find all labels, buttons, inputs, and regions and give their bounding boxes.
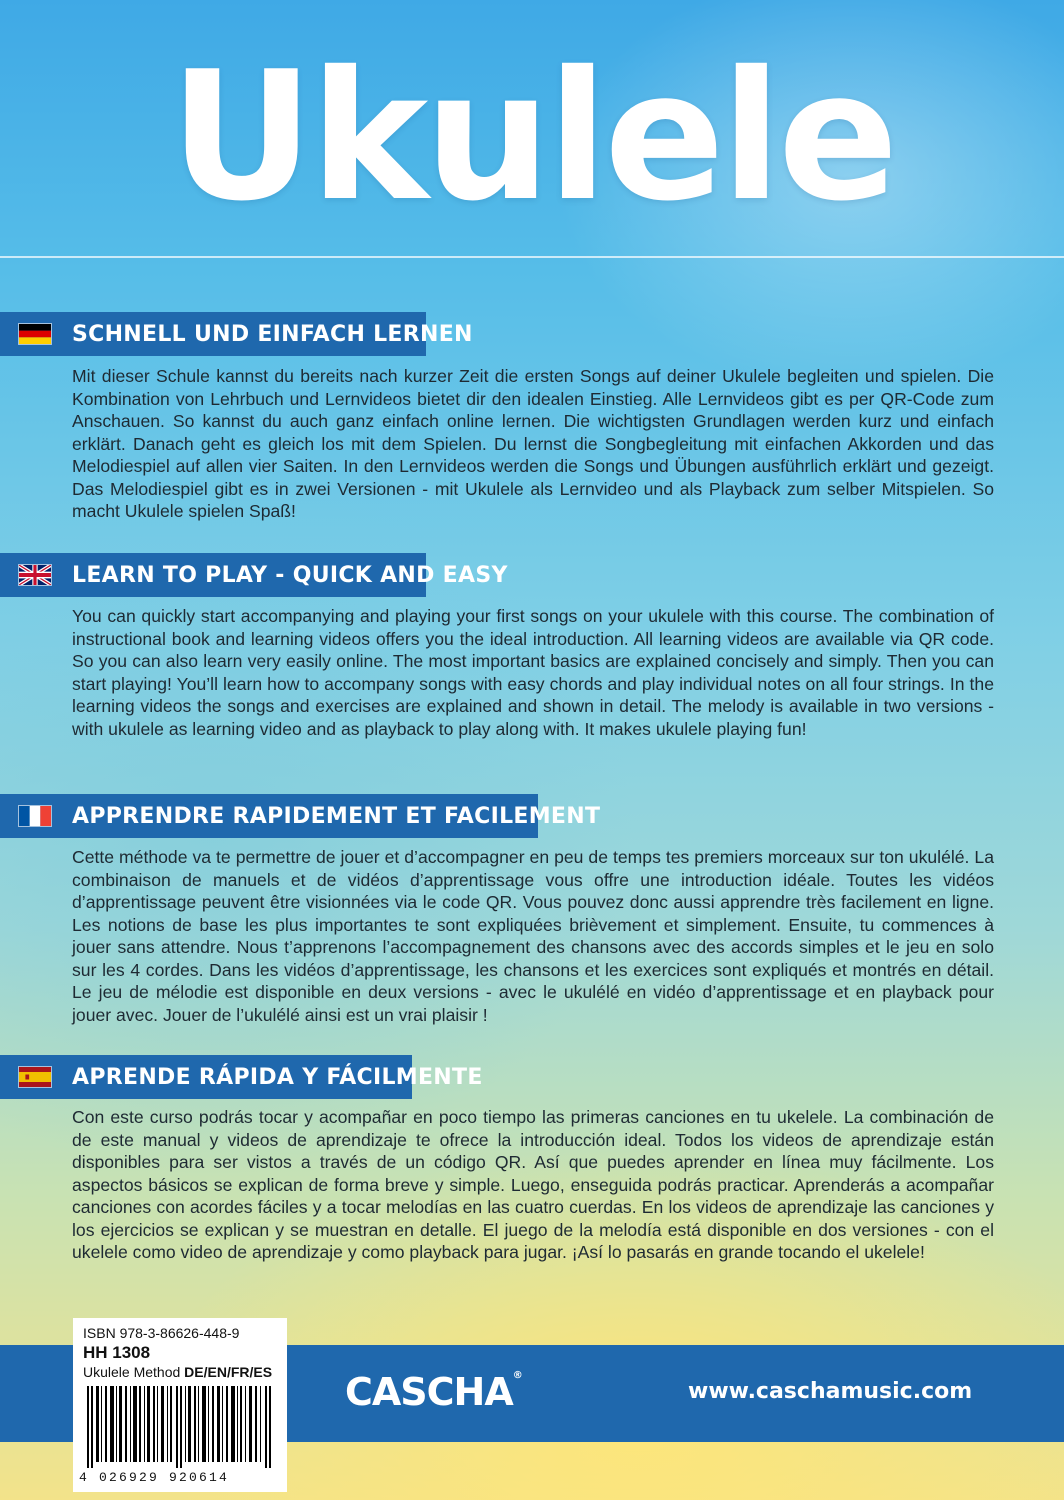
heading-es: APRENDE RÁPIDA Y FÁCILMENTE: [72, 1064, 483, 1090]
barcode-icon: [87, 1386, 273, 1468]
website-link[interactable]: www.caschamusic.com: [688, 1379, 973, 1404]
method-label: Ukulele Method: [83, 1364, 181, 1380]
title-divider: [0, 256, 1064, 258]
cascha-logo: [345, 1370, 523, 1414]
fr-flag-icon: [18, 805, 52, 827]
logo-registered-mark: ®: [512, 1370, 523, 1381]
heading-bar-en: [0, 553, 508, 597]
heading-en: LEARN TO PLAY - QUICK AND EASY: [72, 562, 508, 588]
barcode-label: [73, 1318, 287, 1492]
heading-bar-fr: [0, 794, 601, 838]
heading-bar-es: [0, 1055, 483, 1099]
heading-fr: APPRENDRE RAPIDEMENT ET FACILEMENT: [72, 803, 601, 829]
page-title: Ukulele: [169, 33, 895, 240]
paragraph-en: You can quickly start accompanying and playing your first songs on your ukulele with this course. The combination of instructional book and learning videos offers you the ideal introduction. All learning videos are available via QR code. So you can also learn very easily online. The most important basics are explained concisely and simply. Then you can start playing! You’ll learn how to accompany songs with easy chords and play individual notes on all four strings. In the learning videos the songs and exercises are explained and shown in detail. The melody is available in two versions - with ukulele as learning video and as playback to play along with. It makes ukulele playing fun!: [72, 606, 994, 739]
method-text: [83, 1363, 277, 1381]
paragraph-de: Mit dieser Schule kannst du bereits nach kurzer Zeit die ersten Songs auf deiner Ukulele begleiten und spielen. Die Kombination von Lehrbuch und Lernvideos bietet dir den idealen Einstieg. Alle Lernvideos gibt es per QR-Code zum Anschauen. So kannst du auch ganz einfach online lernen. Die wichtigsten Grundlagen werden kurz und einfach erklärt. Danach geht es gleich los mit dem Spielen. Du lernst die Songbegleitung mit einfachen Akkorden und das Melodiespiel auf allen vier Saiten. In den Lernvideos werden die Songs und Übungen ausführlich erklärt und gezeigt. Das Melodiespiel gibt es in zwei Versionen - mit Ukulele als Lernvideo und als Playback zum selber Mitspielen. So macht Ukulele spielen Spaß!: [72, 366, 994, 521]
es-flag-icon: [18, 1066, 52, 1088]
barcode-number: 4 026929 920614: [79, 1470, 230, 1485]
method-languages: DE/EN/FR/ES: [184, 1364, 273, 1380]
logo-text: CASCHA: [345, 1370, 513, 1414]
heading-de: SCHNELL UND EINFACH LERNEN: [72, 321, 473, 347]
paragraph-fr: Cette méthode va te permettre de jouer et d’accompagner en peu de temps tes premiers morceaux sur ton ukulélé. La combinaison de manuels et de vidéos d’apprentissage vous offre une introduction idéale. Toutes les vidéos d’apprentissage peuvent être visionnées via le code QR. Vous pouvez donc aussi apprendre très facilement en ligne. Les notions de base les plus importantes te sont expliquées brièvement et simplement. Ensuite, tu commences à jouer sans attendre. Nous t’apprenons l’accompagnement des chansons avec des accords simples et le jeu en solo sur les 4 cordes. Dans les vidéos d’apprentissage, les chansons et les exercices sont expliqués et montrés en détail. Le jeu de mélodie est disponible en deux versions - avec le ukulélé en vidéo d’apprentissage et en playback pour jouer avec. Jouer de l’ukulélé ainsi est un vrai plaisir !: [72, 847, 994, 1025]
de-flag-icon: [18, 323, 52, 345]
paragraph-es: Con este curso podrás tocar y acompañar en poco tiempo las primeras canciones en tu ukelele. La combinación de de este manual y videos de aprendizaje te ofrece la introducción ideal. Todos los videos de aprendizaje están disponibles para ser vistos a través de un código QR. Así que puedes aprender en línea muy fácilmente. Los aspectos básicos se explican de forma breve y simple. Luego, enseguida podrás practicar. Aprenderás a acompañar canciones con acordes fáciles y a tocar melodías en las cuatro cuerdas. En los videos de aprendizaje las canciones y los ejercicios se explican y se muestran en detalle. El juego de la melodía está disponible en dos versiones - con el ukelele como video de aprendizaje y como playback para jugar. ¡Así lo pasarás en grande tocando el ukelele!: [72, 1107, 994, 1262]
product-code: HH 1308: [83, 1343, 151, 1362]
isbn-text: ISBN 978-3-86626-448-9: [83, 1325, 240, 1341]
uk-flag-icon: [18, 564, 52, 586]
heading-bar-de: [0, 312, 473, 356]
